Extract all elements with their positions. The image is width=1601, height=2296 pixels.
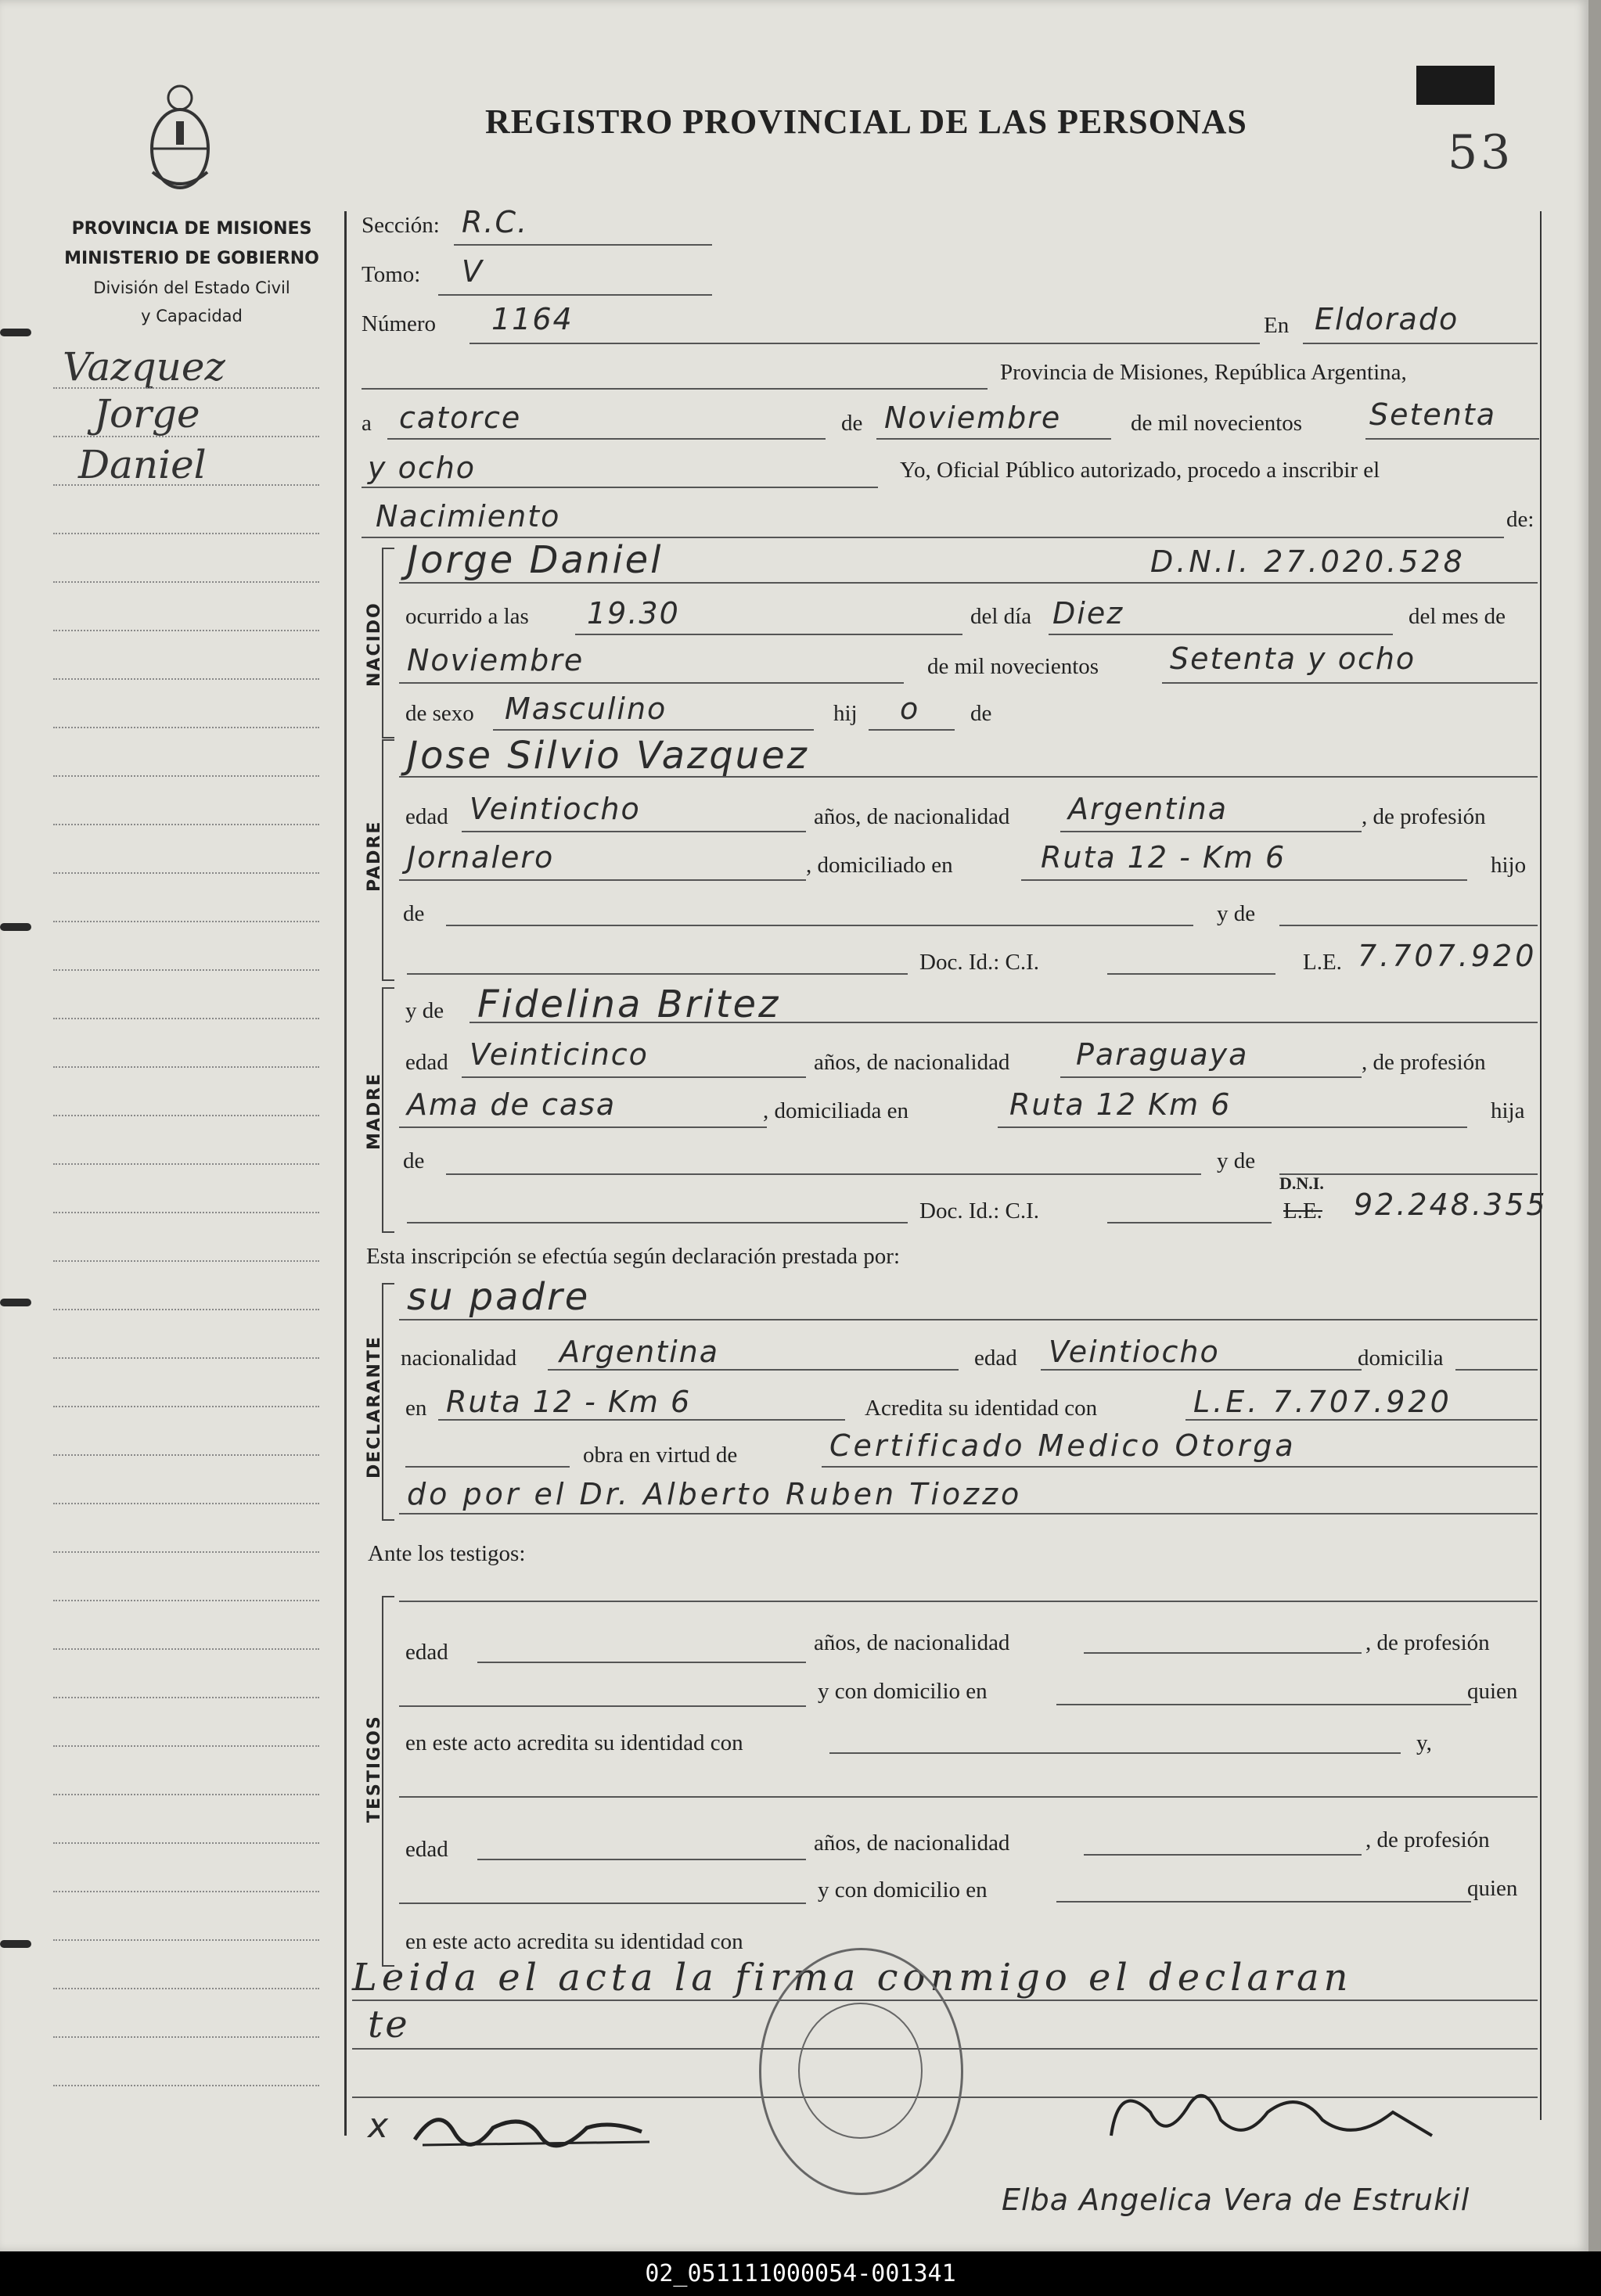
nacido-dni: D.N.I. 27.020.528 bbox=[1150, 544, 1466, 579]
margin-dotted-line bbox=[53, 1163, 319, 1165]
seccion-value: R.C. bbox=[462, 205, 529, 239]
nacido-anio: Setenta y ocho bbox=[1170, 641, 1416, 676]
margin-dotted-line bbox=[53, 533, 319, 534]
testigo1-nac-label: años, de nacionalidad bbox=[814, 1630, 1010, 1655]
margin-dotted-line bbox=[53, 775, 319, 777]
declarante-acred-label: Acredita su identidad con bbox=[865, 1396, 1098, 1421]
padre-le-value: 7.707.920 bbox=[1358, 939, 1538, 973]
margin-dotted-line bbox=[53, 1794, 319, 1795]
stamp-inner-ring bbox=[798, 2003, 923, 2139]
madre-y-de2-label: y de bbox=[1217, 1148, 1256, 1173]
madre-profesion: Ama de casa bbox=[407, 1087, 617, 1122]
division-name-2: y Capacidad bbox=[141, 307, 243, 325]
binder-hole bbox=[0, 1940, 31, 1948]
margin-dotted-line bbox=[53, 1212, 319, 1213]
margin-dotted-line bbox=[53, 2085, 319, 2086]
margin-dotted-line bbox=[53, 1357, 319, 1359]
anio-value-1: Setenta bbox=[1369, 397, 1497, 432]
binder-spine bbox=[1588, 0, 1601, 2251]
redaction-block bbox=[1416, 66, 1495, 105]
padre-de-label: de bbox=[403, 901, 425, 926]
right-border-rule bbox=[1540, 211, 1542, 2120]
tomo-label: Tomo: bbox=[362, 262, 421, 287]
testigo1-prof-label: , de profesión bbox=[1365, 1630, 1490, 1655]
declaracion-text: Esta inscripción se efectúa según declaración prestada por: bbox=[366, 1244, 901, 1269]
official-name: Elba Angelica Vera de Estrukil bbox=[1002, 2183, 1470, 2217]
image-id-footer bbox=[0, 2251, 1601, 2296]
testigos-ante-label: Ante los testigos: bbox=[368, 1541, 526, 1566]
padre-dom-label: , domiciliado en bbox=[806, 853, 953, 878]
mil-text: de mil novecientos bbox=[1131, 411, 1303, 436]
padre-edad-label: edad bbox=[405, 804, 448, 829]
padre-nombre: Jose Silvio Vazquez bbox=[407, 734, 809, 778]
margin-dotted-line bbox=[53, 1697, 319, 1698]
nacido-nombre: Jorge Daniel bbox=[407, 538, 664, 582]
margin-dotted-line bbox=[53, 824, 319, 825]
testigo2-quien-label: quien bbox=[1467, 1876, 1518, 1901]
closing-text-2: te bbox=[368, 2003, 410, 2046]
margin-dotted-line bbox=[53, 1939, 319, 1941]
declarante-nacionalidad: Argentina bbox=[559, 1335, 720, 1369]
testigo2-nac-label: años, de nacionalidad bbox=[814, 1831, 1010, 1856]
anio-value-2: y ocho bbox=[368, 451, 477, 485]
padre-doc-label: Doc. Id.: C.I. bbox=[919, 950, 1040, 975]
madre-le-struck: L.E. bbox=[1283, 1198, 1322, 1223]
a-label: a bbox=[362, 411, 372, 436]
margin-dotted-line bbox=[53, 1260, 319, 1262]
coat-of-arms-emblem bbox=[145, 78, 215, 196]
testigo1-acred-label: en este acto acredita su identidad con bbox=[405, 1730, 743, 1755]
ocurrido-label: ocurrido a las bbox=[405, 604, 529, 629]
madre-section-label: MADRE bbox=[365, 1072, 384, 1150]
binder-hole bbox=[0, 329, 31, 336]
margin-dotted-line bbox=[53, 1551, 319, 1553]
padre-nacionalidad: Argentina bbox=[1068, 792, 1229, 826]
mil-label-nacido: de mil novecientos bbox=[927, 654, 1099, 679]
official-signature bbox=[1096, 2065, 1455, 2167]
margin-dotted-line bbox=[53, 1309, 319, 1310]
testigo1-quien-label: quien bbox=[1467, 1679, 1518, 1704]
main-column-rule bbox=[344, 211, 347, 2136]
declarante-edad: Veintiocho bbox=[1049, 1335, 1220, 1369]
padre-le-label: L.E. bbox=[1303, 950, 1342, 975]
margin-dotted-line bbox=[53, 1406, 319, 1407]
padre-profesion: Jornalero bbox=[407, 840, 555, 875]
registry-title: REGISTRO PROVINCIAL DE LAS PERSONAS bbox=[485, 102, 1247, 141]
madre-nac-label: años, de nacionalidad bbox=[814, 1050, 1010, 1075]
declarante-edad-label: edad bbox=[974, 1346, 1017, 1371]
nacido-section-label: NACIDO bbox=[365, 602, 384, 687]
testigos-section-label: TESTIGOS bbox=[365, 1715, 384, 1823]
margin-dotted-line bbox=[53, 436, 319, 437]
nacido-dia: Diez bbox=[1052, 596, 1124, 631]
margin-dotted-line bbox=[53, 969, 319, 971]
margin-dotted-line bbox=[53, 1018, 319, 1019]
testigo2-edad-label: edad bbox=[405, 1837, 448, 1862]
margin-dotted-line bbox=[53, 630, 319, 631]
padre-nac-label: años, de nacionalidad bbox=[814, 804, 1010, 829]
declarante-nombre: su padre bbox=[407, 1275, 591, 1319]
margin-dotted-line bbox=[53, 387, 319, 389]
en-value: Eldorado bbox=[1315, 302, 1459, 336]
nacido-de-label: de bbox=[970, 701, 992, 726]
testigo2-acred-label: en este acto acredita su identidad con bbox=[405, 1929, 743, 1954]
mes-value: Noviembre bbox=[884, 401, 1062, 435]
margin-first-name: Jorge bbox=[94, 391, 200, 437]
de-colon: de: bbox=[1506, 507, 1534, 532]
del-dia-label: del día bbox=[970, 604, 1032, 629]
margin-dotted-line bbox=[53, 1988, 319, 1989]
numero-label: Número bbox=[362, 311, 437, 336]
declarante-obra-value-1: Certificado Medico Otorga bbox=[829, 1428, 1297, 1463]
madre-nacionalidad: Paraguaya bbox=[1076, 1037, 1249, 1072]
margin-dotted-line bbox=[53, 1115, 319, 1116]
declarante-acred-value: L.E. 7.707.920 bbox=[1193, 1385, 1452, 1419]
declarante-dom-label: domicilia bbox=[1358, 1346, 1444, 1371]
numero-value: 1164 bbox=[491, 302, 574, 336]
tomo-value: V bbox=[462, 254, 484, 289]
madre-dni-label: D.N.I. bbox=[1279, 1173, 1324, 1193]
division-name: División del Estado Civil bbox=[93, 278, 290, 297]
yo-text: Yo, Oficial Público autorizado, procedo a inscribir el bbox=[900, 458, 1380, 483]
page-number: 53 bbox=[1448, 125, 1514, 180]
declarante-signature bbox=[407, 2097, 665, 2159]
declarante-section-label: DECLARANTE bbox=[365, 1335, 384, 1479]
declarante-obra-label: obra en virtud de bbox=[583, 1443, 738, 1468]
madre-doc-label: Doc. Id.: C.I. bbox=[919, 1198, 1040, 1223]
declarante-nac-label: nacionalidad bbox=[401, 1346, 517, 1371]
testigo2-prof-label: , de profesión bbox=[1365, 1827, 1490, 1852]
padre-y-de-label: y de bbox=[1217, 901, 1256, 926]
madre-prof-label: , de profesión bbox=[1362, 1050, 1486, 1075]
del-mes-label: del mes de bbox=[1409, 604, 1506, 629]
margin-dotted-line bbox=[53, 1454, 319, 1456]
province-name: PROVINCIA DE MISIONES bbox=[71, 219, 312, 239]
nacido-sexo: Masculino bbox=[505, 692, 667, 726]
declarante-domicilio: Ruta 12 - Km 6 bbox=[446, 1385, 692, 1419]
madre-nombre: Fidelina Britez bbox=[477, 983, 781, 1026]
declarante-signature-mark: x bbox=[368, 2106, 391, 2146]
margin-dotted-line bbox=[53, 581, 319, 583]
madre-edad-label: edad bbox=[405, 1050, 448, 1075]
hij-suffix: o bbox=[900, 692, 920, 726]
margin-surname: Vazquez bbox=[63, 344, 225, 390]
madre-y-de-label: y de bbox=[405, 998, 444, 1023]
margin-dotted-line bbox=[53, 921, 319, 922]
margin-dotted-line bbox=[53, 1600, 319, 1601]
madre-dom-label: , domiciliada en bbox=[763, 1098, 909, 1123]
testigo1-y-label: y, bbox=[1416, 1730, 1432, 1755]
margin-dotted-line bbox=[53, 1503, 319, 1504]
padre-hijo-label: hijo bbox=[1491, 853, 1527, 878]
declarante-en-label: en bbox=[405, 1396, 427, 1421]
dia-value: catorce bbox=[399, 401, 522, 435]
binder-hole bbox=[0, 923, 31, 931]
seccion-label: Sección: bbox=[362, 213, 440, 238]
closing-text-1: Leida el acta la firma conmigo el declaran bbox=[352, 1956, 1353, 2000]
margin-dotted-line bbox=[53, 1842, 319, 1844]
margin-dotted-line bbox=[53, 1745, 319, 1747]
ministry-name: MINISTERIO DE GOBIERNO bbox=[64, 249, 319, 268]
de-label: de bbox=[841, 411, 863, 436]
binder-hole bbox=[0, 1299, 31, 1306]
hij-label: hij bbox=[833, 701, 858, 726]
padre-domicilio: Ruta 12 - Km 6 bbox=[1041, 840, 1286, 875]
margin-dotted-line bbox=[53, 1066, 319, 1068]
margin-dotted-line bbox=[53, 1648, 319, 1650]
madre-doc-value: 92.248.355 bbox=[1354, 1188, 1548, 1222]
nacido-mes: Noviembre bbox=[407, 643, 585, 677]
declarante-obra-value-2: do por el Dr. Alberto Ruben Tiozzo bbox=[407, 1477, 1023, 1511]
testigo1-edad-label: edad bbox=[405, 1640, 448, 1665]
en-label: En bbox=[1264, 313, 1290, 338]
margin-dotted-line bbox=[53, 872, 319, 874]
padre-prof-label: , de profesión bbox=[1362, 804, 1486, 829]
madre-domicilio: Ruta 12 Km 6 bbox=[1009, 1087, 1232, 1122]
nacido-hora: 19.30 bbox=[587, 596, 680, 631]
padre-section-label: PADRE bbox=[365, 820, 384, 892]
image-id: 02_051111000054-001341 bbox=[645, 2260, 956, 2287]
testigo1-dom-label: y con domicilio en bbox=[818, 1679, 988, 1704]
madre-de-label: de bbox=[403, 1148, 425, 1173]
sexo-label: de sexo bbox=[405, 701, 474, 726]
provincia-text: Provincia de Misiones, República Argentina, bbox=[1000, 360, 1407, 385]
margin-dotted-line bbox=[53, 2036, 319, 2038]
margin-middle-name: Daniel bbox=[78, 442, 207, 487]
madre-edad: Veinticinco bbox=[470, 1037, 649, 1072]
testigo2-dom-label: y con domicilio en bbox=[818, 1877, 988, 1903]
acto-value: Nacimiento bbox=[376, 499, 561, 534]
madre-hija-label: hija bbox=[1491, 1098, 1525, 1123]
margin-dotted-line bbox=[53, 484, 319, 486]
margin-dotted-line bbox=[53, 1891, 319, 1892]
margin-dotted-line bbox=[53, 727, 319, 728]
margin-dotted-line bbox=[53, 678, 319, 680]
padre-edad: Veintiocho bbox=[470, 792, 641, 826]
